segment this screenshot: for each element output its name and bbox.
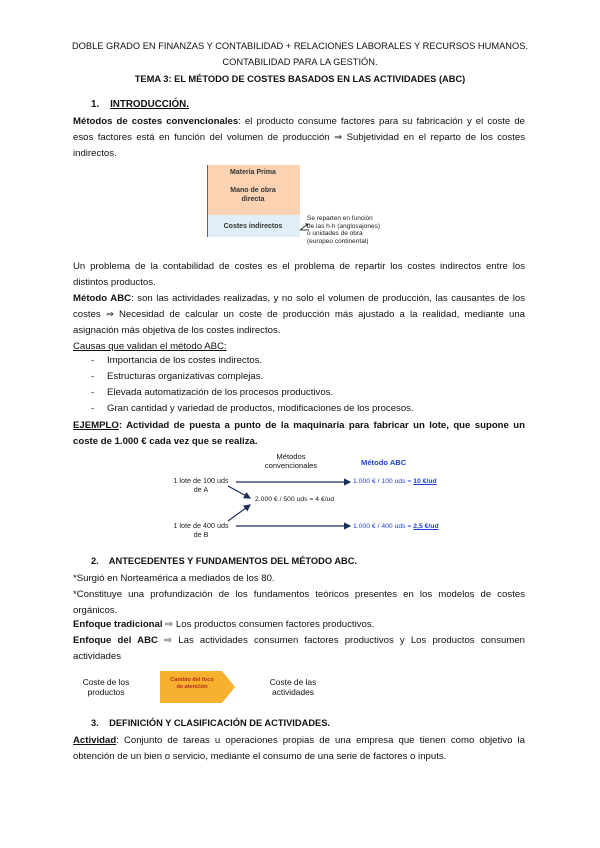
- header-line-2: CONTABILIDAD PARA LA GESTIÓN.: [222, 57, 378, 67]
- focus-change-line-2: de atención: [176, 684, 208, 690]
- s2-line-2: *Constituye una profundización de los fundamentos teóricos presentes en los modelos de costes orgánicos.: [73, 589, 525, 616]
- enfoque-abc: [73, 633, 525, 665]
- tema-title: TEMA 3: EL MÉTODO DE COSTES BASADOS EN LAS ACTIVIDADES (ABC): [134, 74, 466, 84]
- lote-b-line-1: 1 lote de 400 uds: [173, 521, 229, 530]
- section-2-number: 2.: [91, 556, 99, 566]
- conventional-header-line-2: convencionales: [264, 461, 318, 470]
- list-item: - Elevada automatización de los procesos productivos.: [73, 385, 525, 401]
- abc-label: Método ABC: [73, 293, 132, 304]
- section-2-heading: [91, 556, 357, 566]
- actividad-paragraph: [73, 733, 525, 765]
- enfoque-tradicional: [73, 617, 525, 633]
- section-3-heading: [91, 718, 330, 728]
- reparto-note-line-3: o unidades de obra: [307, 230, 363, 237]
- section-3-title: DEFINICIÓN Y CLASIFICACIÓN DE ACTIVIDADES.: [109, 718, 331, 728]
- arrow-b-to-conventional: [228, 505, 250, 521]
- section-1-number: 1.: [91, 99, 100, 110]
- costes-indirectos-label: Costes indirectos: [223, 223, 283, 230]
- conventional-header-line-1: Métodos: [276, 452, 306, 461]
- focus-change-line-1: Cambio del foco: [170, 677, 214, 683]
- arrow-a-to-conventional: [228, 486, 250, 498]
- coste-productos-label: [66, 677, 146, 697]
- ejemplo-label: EJEMPLO: [73, 420, 119, 431]
- section-1-title: INTRODUCCIÓN.: [110, 99, 189, 110]
- conventional-calc: 2.000 € / 500 uds = 4 €/ud: [255, 496, 335, 503]
- enfoque-tradicional-label: Enfoque tradicional: [73, 619, 163, 630]
- actividad-label: Actividad: [73, 735, 117, 746]
- s2-line-1: *Surgió en Norteamérica a mediados de los 80.: [73, 573, 275, 584]
- metodos-label: Métodos de costes convencionales: [73, 116, 239, 127]
- coste-actividades-label: [253, 677, 333, 697]
- enfoque-abc-label: Enfoque del ABC: [73, 635, 158, 646]
- actividad-text: : Conjunto de tareas u operaciones propias de una empresa que tienen como objetivo la obtención de un bien o servicio, mediante el consumo de una serie de factores o inputs.: [73, 735, 525, 762]
- problema-paragraph: Un problema de la contabilidad de costes es el problema de repartir los costes indirectos entre los distintos productos.: [73, 261, 525, 288]
- header-line-1: DOBLE GRADO EN FINANZAS Y CONTABILIDAD + RELACIONES LABORALES Y RECURSOS HUMANOS.: [71, 41, 529, 51]
- abc-result-a-value: 10 €/ud: [413, 478, 437, 485]
- mano-obra-label: Mano de obra directa: [230, 187, 276, 203]
- materia-prima-label: Materia Prima: [230, 169, 276, 176]
- lote-a-line-2: de A: [193, 485, 209, 494]
- list-item: - Importancia de los costes indirectos.: [73, 353, 525, 369]
- reparto-note-line-2: de las h-h (anglosajones): [307, 222, 380, 230]
- enfoque-abc-text: ⇨ Las actividades consumen factores productivos y Los productos consumen actividades: [73, 635, 525, 662]
- causas-title-text: Causas que validan el método ABC:: [73, 341, 227, 352]
- section-2-title: ANTECEDENTES Y FUNDAMENTOS DEL MÉTODO ABC.: [108, 556, 358, 566]
- abc-result-a-calc: 1.000 € / 100 uds =: [353, 478, 414, 485]
- abc-text: : son las actividades realizadas, y no solo el volumen de producción, las causantes de los costes ⇒ Necesidad de calcular un coste de producción más ajustado a la realidad, mediante una asignación más objetiva de los costes indirectos.: [73, 293, 525, 336]
- coste-actividades-line-2: actividades: [272, 687, 314, 697]
- coste-productos-line-1: Coste de los: [82, 677, 130, 687]
- lote-a-line-1: 1 lote de 100 uds: [173, 476, 229, 485]
- list-item: - Estructuras organizativas complejas.: [73, 369, 525, 385]
- list-item: - Gran cantidad y variedad de productos, modificaciones de los procesos.: [73, 401, 525, 417]
- abc-result-b-calc: 1.000 € / 400 uds =: [353, 523, 414, 530]
- coste-actividades-line-1: Coste de las: [269, 677, 317, 687]
- metodos-text: : el producto consume factores para su fabricación y el coste de esos factores está en función del volumen de producción ⇒ Subjetividad en el reparto de los costes indirectos.: [73, 116, 525, 159]
- ejemplo-text: : Actividad de puesta a punto de la maquinaria para fabricar un lote, que supone un coste de 1.000 € cada vez que se realiza.: [73, 420, 525, 447]
- abc-method-header: Método ABC: [361, 458, 407, 467]
- abc-result-b-value: 2,5 €/ud: [413, 523, 439, 530]
- lote-b-line-2: de B: [193, 530, 209, 539]
- focus-change-label: [160, 677, 224, 691]
- enfoque-tradicional-text: ⇨ Los productos consumen factores productivos.: [162, 619, 375, 630]
- coste-productos-line-2: productos: [87, 687, 125, 697]
- reparto-note-line-1: Se reparten en función: [307, 215, 373, 222]
- section-3-number: 3.: [91, 718, 99, 728]
- reparto-note-line-4: (europeo continental): [307, 237, 369, 245]
